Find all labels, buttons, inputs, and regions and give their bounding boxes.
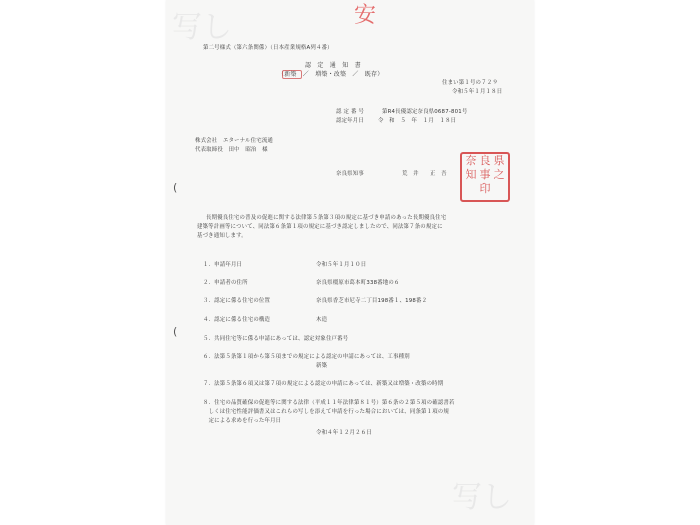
seal-glyph: 良 (479, 154, 491, 167)
stamp-mark: 安 (353, 3, 376, 28)
punch-hole-mark: ( (173, 325, 178, 338)
seal-glyph: 事 (479, 168, 491, 181)
item-value: 奈良県橿原市葛本町338番地の６ (316, 280, 400, 286)
item-8-line: ８．住宅の品質確保の促進等に関する法律（平成１１年法律第８１号）第６条の２第５項の確認書若 (203, 400, 455, 406)
form-header: 第二号様式（第六条関係）（日本産業規格A列４番） (203, 45, 333, 51)
body-line: 長期優良住宅の普及の促進に関する法律第５条第３項の規定に基づき申請のあった長期優良住宅 (206, 215, 447, 221)
item-value: 令和５年１月１０日 (316, 262, 367, 268)
item-6: ６．法第５条第１項から第５項までの規定による認定の申請にあっては、工事種別 (203, 354, 410, 360)
item-7: ７．法第５条第６項又は第７項の規定による認定の申請にあっては、新築又は増築・改築の時期 (203, 381, 444, 387)
item-6-value: 新築 (316, 363, 328, 369)
seal-glyph: 県 (493, 154, 505, 167)
issue-date: 令和５年１月１８日 (452, 89, 503, 95)
recipient-representative: 代表取締役 田中 昭治 様 (195, 147, 268, 153)
item-8-date: 令和４年１２月２６日 (316, 430, 372, 436)
item-8-line: しくは住宅性能評価書又はこれらの写しを添えて申請を行った場合においては、同条第１項の規 (203, 409, 449, 415)
document-page (166, 0, 534, 525)
item-5: ５．共同住宅等に係る申請にあっては、認定対象住戸番号 (203, 336, 349, 342)
selected-option-mark (282, 70, 302, 79)
item-label: ２．申請者の住所 (203, 280, 248, 286)
issuer-name: 荒 井 正 吾 (402, 171, 447, 177)
watermark: 写し (172, 10, 232, 45)
cert-number-value: 第R4長優認定奈良県0687-801号 (382, 109, 468, 115)
recipient-company: 株式会社 エターナル住宅流通 (195, 138, 273, 144)
item-value: 木造 (316, 317, 328, 323)
watermark: 写し (452, 480, 512, 515)
seal-glyph: 知 (465, 168, 477, 181)
punch-hole-mark: ( (173, 181, 178, 194)
item-label: ４．認定に係る住宅の構造 (203, 317, 271, 323)
official-seal (460, 152, 510, 202)
issuer-title: 奈良県知事 (336, 171, 364, 177)
document-subtitle: （新築 ／ 増築・改築 ／ 既存） (278, 71, 384, 78)
body-line: 基づき通知します。 (197, 233, 247, 239)
body-line: 建築等計画等について、同法第６条第１項の規定に基づき認定しましたので、同法第７条の規定に (197, 224, 443, 230)
cert-date-value: 令 和 ５ 年 １月 １８日 (378, 118, 457, 124)
cert-number-label: 認 定 番 号 (336, 109, 365, 115)
document-title: 認 定 通 知 書 (305, 62, 361, 69)
seal-glyph: 之 (493, 168, 505, 181)
item-8-line: 定による求めを行った年月日 (203, 418, 282, 424)
reference-number: 住まい第１号の７２９ (442, 80, 498, 86)
item-label: １．申請年月日 (203, 262, 243, 268)
seal-glyph: 印 (479, 182, 491, 195)
item-label: ３．認定に係る住宅の位置 (203, 298, 271, 304)
cert-date-label: 認定年月日 (336, 118, 364, 124)
item-value: 奈良県香芝市尼寺二丁目198番１、198番２ (316, 298, 428, 304)
seal-glyph: 奈 (465, 154, 477, 167)
